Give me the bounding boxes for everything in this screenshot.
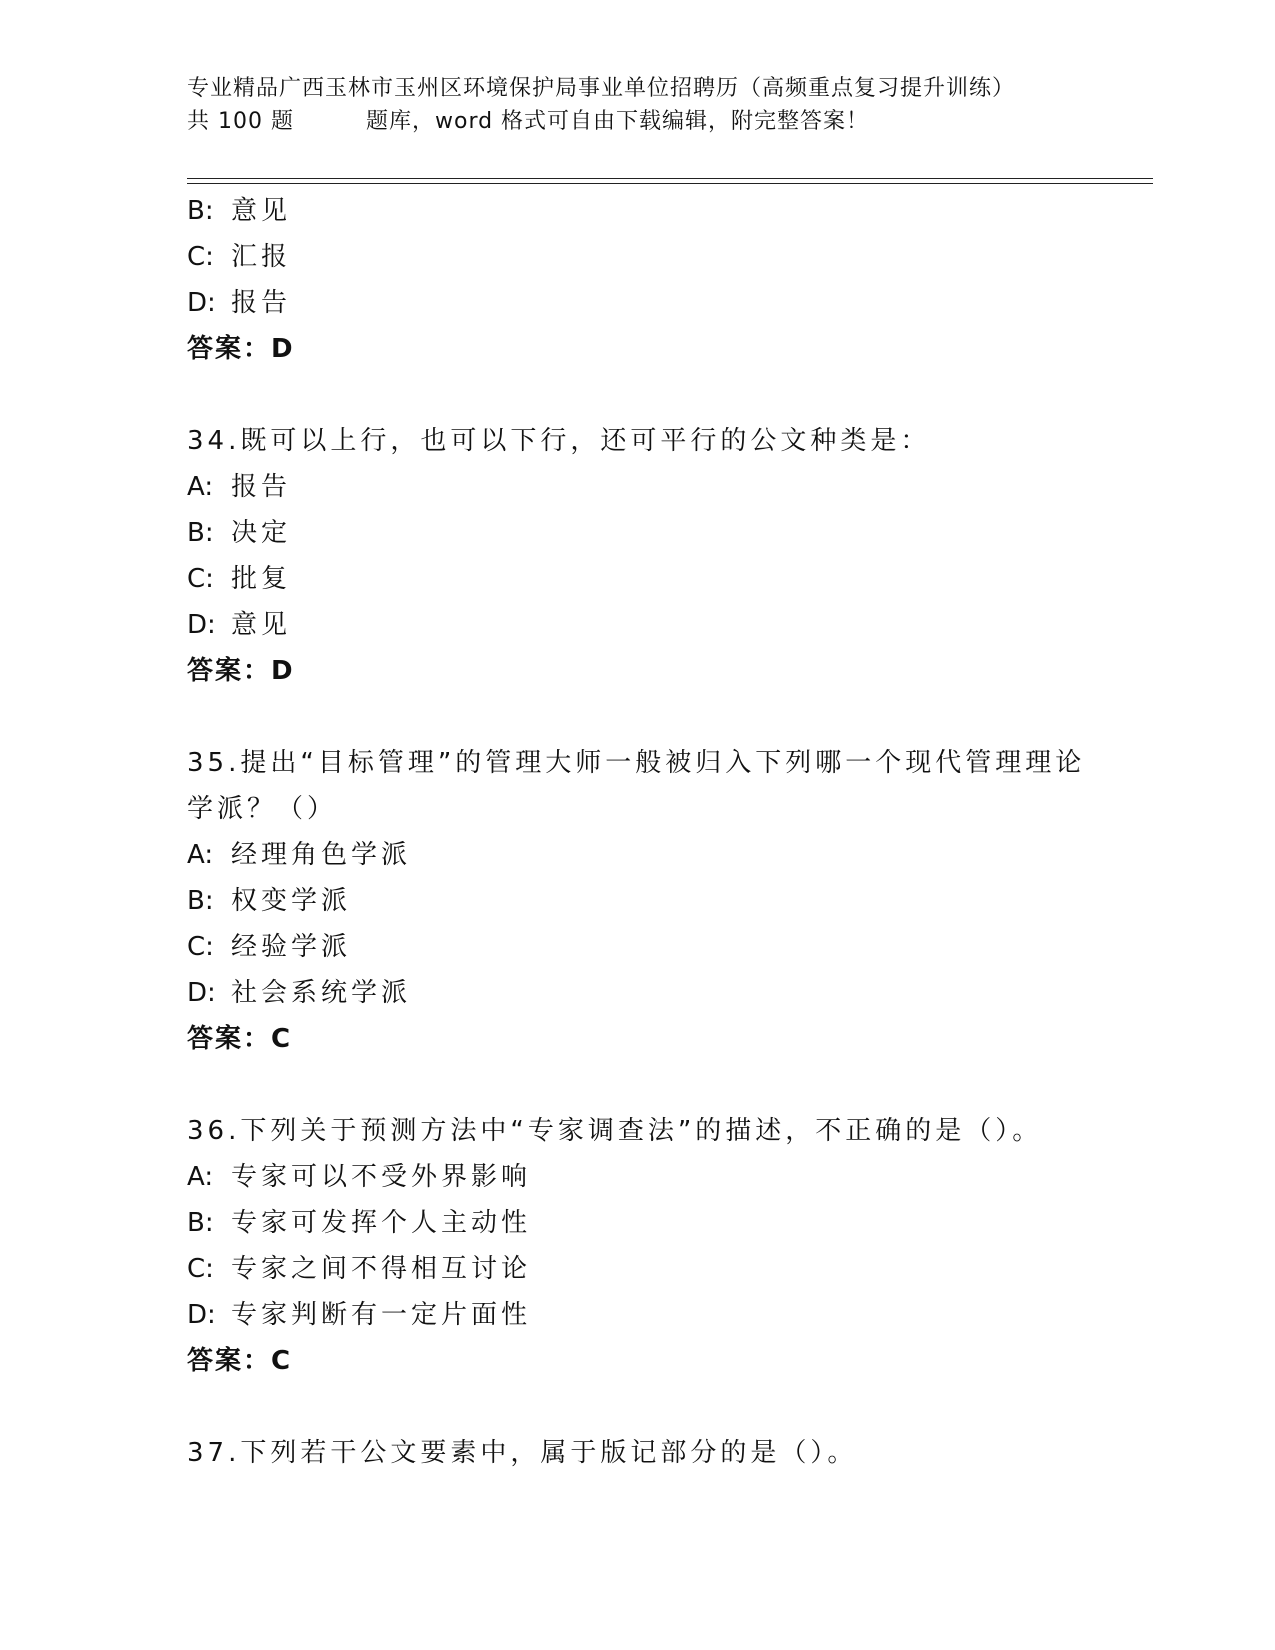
option-d: D: 专家判断有一定片面性 [187, 1300, 532, 1330]
question-stem: 37.下列若干公文要素中，属于版记部分的是（）。 [187, 1438, 858, 1468]
option-c: C: 汇报 [187, 242, 292, 272]
option-b: B: 意见 [187, 196, 292, 226]
question-stem-continued: 学派？（） [187, 794, 338, 824]
question-34 [187, 418, 1117, 694]
option-c: C: 批复 [187, 564, 292, 594]
option-b: B: 专家可发挥个人主动性 [187, 1208, 532, 1238]
option-a: A: 经理角色学派 [187, 840, 412, 870]
option-text: 意见 [231, 196, 292, 226]
option-text: 决定 [231, 518, 292, 548]
header-question-count: 共 100 题 [187, 109, 294, 134]
option-text: 批复 [231, 564, 292, 594]
answer-line: 答案：C [187, 1346, 293, 1376]
option-text: 汇报 [231, 242, 292, 272]
option-text: 经验学派 [231, 932, 352, 962]
option-d: D: 报告 [187, 288, 292, 318]
header-title-line: 专业精品广西玉林市玉州区环境保护局事业单位招聘历（高频重点复习提升训练） [187, 76, 1016, 101]
header-divider-bottom [187, 183, 1153, 184]
option-text: 报告 [231, 288, 292, 318]
question-33-continuation [187, 188, 1117, 372]
question-stem: 36.下列关于预测方法中“专家调查法”的描述，不正确的是（）。 [187, 1116, 1043, 1146]
option-a: A: 报告 [187, 472, 292, 502]
option-text: 专家可发挥个人主动性 [231, 1208, 532, 1238]
option-b: B: 权变学派 [187, 886, 352, 916]
option-text: 报告 [231, 472, 292, 502]
option-d: D: 社会系统学派 [187, 978, 412, 1008]
header-divider-top [187, 178, 1153, 179]
answer-line: 答案：C [187, 1024, 293, 1054]
option-text: 社会系统学派 [231, 978, 412, 1008]
option-d: D: 意见 [187, 610, 292, 640]
question-37 [187, 1430, 1117, 1476]
question-36 [187, 1108, 1117, 1384]
answer-line: 答案：D [187, 656, 295, 686]
option-text: 专家之间不得相互讨论 [231, 1254, 532, 1284]
option-b: B: 决定 [187, 518, 292, 548]
question-content [187, 188, 1117, 1476]
header-subtitle-line [187, 105, 1087, 138]
option-text: 意见 [231, 610, 292, 640]
question-35 [187, 740, 1117, 1062]
option-text: 经理角色学派 [231, 840, 412, 870]
option-text: 专家判断有一定片面性 [231, 1300, 532, 1330]
answer-line: 答案：D [187, 334, 295, 364]
option-c: C: 经验学派 [187, 932, 352, 962]
question-stem: 35.提出“目标管理”的管理大师一般被归入下列哪一个现代管理理论 [187, 748, 1086, 778]
question-stem: 34.既可以上行，也可以下行，还可平行的公文种类是： [187, 426, 931, 456]
document-header [187, 72, 1087, 138]
header-description: 题库，word 格式可自由下载编辑，附完整答案！ [365, 109, 870, 134]
option-c: C: 专家之间不得相互讨论 [187, 1254, 532, 1284]
option-a: A: 专家可以不受外界影响 [187, 1162, 532, 1192]
option-text: 权变学派 [231, 886, 352, 916]
option-text: 专家可以不受外界影响 [231, 1162, 532, 1192]
